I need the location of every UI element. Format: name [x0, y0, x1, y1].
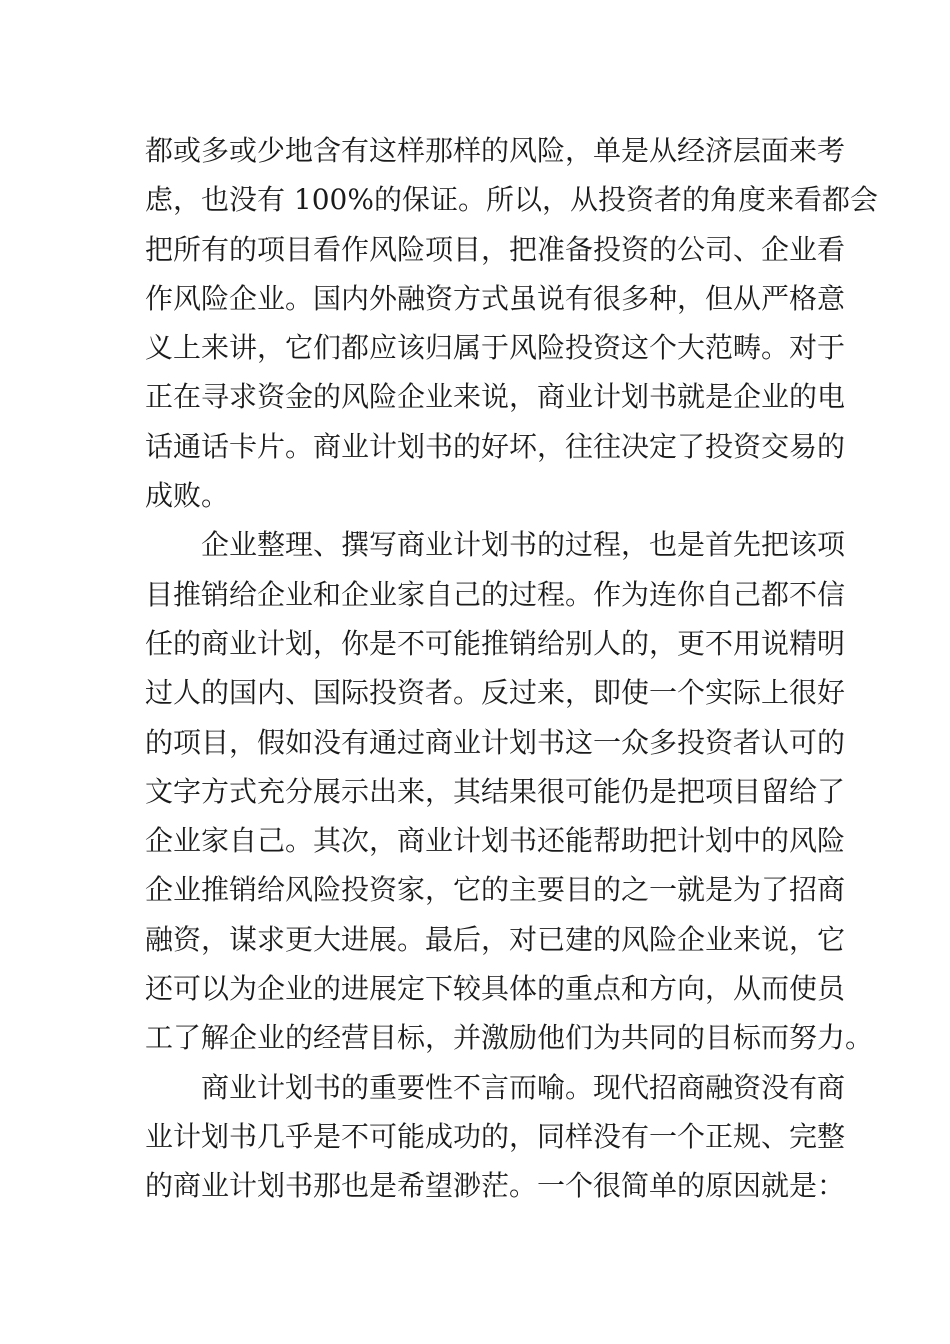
text-line: 融资，谋求更大进展。最后，对已建的风险企业来说，它 [145, 922, 846, 956]
text-line: 过人的国内、国际投资者。反过来，即使一个实际上很好 [145, 676, 846, 710]
text-line: 成败。 [145, 479, 230, 513]
text-line: 义上来讲，它们都应该归属于风险投资这个大范畴。对于 [145, 331, 846, 365]
text-line: 企业家自己。其次，商业计划书还能帮助把计划中的风险 [145, 824, 846, 858]
text-line: 的项目，假如没有通过商业计划书这一众多投资者认可的 [145, 725, 846, 759]
text-line: 正在寻求资金的风险企业来说，商业计划书就是企业的电 [145, 380, 846, 414]
text-line: 业计划书几乎是不可能成功的，同样没有一个正规、完整 [145, 1119, 846, 1153]
text-line: 文字方式充分展示出来，其结果很可能仍是把项目留给了 [145, 774, 846, 808]
text-line: 作风险企业。国内外融资方式虽说有很多种，但从严格意 [145, 281, 846, 315]
text-line: 企业推销给风险投资家，它的主要目的之一就是为了招商 [145, 873, 846, 907]
text-line: 商业计划书的重要性不言而喻。现代招商融资没有商 [201, 1070, 846, 1104]
text-line: 把所有的项目看作风险项目，把准备投资的公司、企业看 [145, 232, 846, 266]
body-text [145, 126, 878, 1211]
text-line: 虑，也没有 100%的保证。所以，从投资者的角度来看都会 [145, 183, 878, 217]
text-line: 目推销给企业和企业家自己的过程。作为连你自己都不信 [145, 577, 846, 611]
text-line: 还可以为企业的进展定下较具体的重点和方向，从而使员 [145, 972, 846, 1006]
text-line: 企业整理、撰写商业计划书的过程，也是首先把该项 [201, 528, 846, 562]
text-line: 话通话卡片。商业计划书的好坏，往往决定了投资交易的 [145, 429, 846, 463]
text-line: 都或多或少地含有这样那样的风险，单是从经济层面来考 [145, 134, 846, 167]
text-line: 的商业计划书那也是希望渺茫。一个很简单的原因就是： [145, 1169, 846, 1203]
text-line: 任的商业计划，你是不可能推销给别人的，更不用说精明 [145, 626, 846, 660]
text-line: 工了解企业的经营目标，并激励他们为共同的目标而努力。 [145, 1021, 874, 1055]
